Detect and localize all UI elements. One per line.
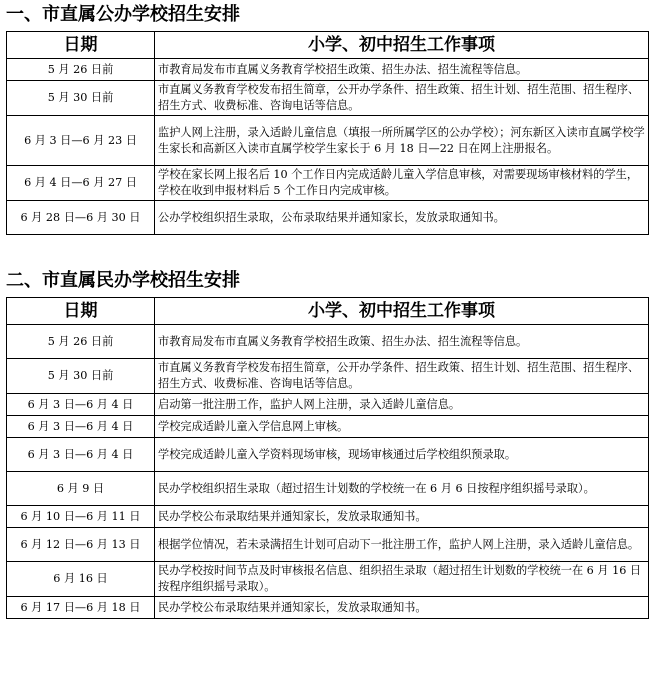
row-description: 市教育局发布市直属义务教育学校招生政策、招生办法、招生流程等信息。 — [155, 325, 649, 359]
row-description: 市教育局发布市直属义务教育学校招生政策、招生办法、招生流程等信息。 — [155, 59, 649, 81]
row-date: 5 月 26 日前 — [7, 59, 155, 81]
row-date: 6 月 3 日—6 月 4 日 — [7, 438, 155, 472]
table-row — [7, 472, 649, 506]
table-row — [7, 416, 649, 438]
section2-title: 二、市直属民办学校招生安排 — [6, 270, 240, 291]
table-row — [7, 506, 649, 528]
row-description: 民办学校组织招生录取（超过招生计划数的学校统一在 6 月 6 日按程序组织摇号录取）。 — [155, 472, 649, 506]
row-date: 5 月 26 日前 — [7, 325, 155, 359]
row-date: 5 月 30 日前 — [7, 81, 155, 116]
row-date: 6 月 9 日 — [7, 472, 155, 506]
row-description: 市直属义务教育学校发布招生简章，公开办学条件、招生政策、招生计划、招生范围、招生程序、招生方式、收费标准、咨询电话等信息。 — [155, 81, 649, 116]
row-description: 启动第一批注册工作，监护人网上注册，录入适龄儿童信息。 — [155, 394, 649, 416]
row-description: 市直属义务教育学校发布招生简章，公开办学条件、招生政策、招生计划、招生范围、招生程序、招生方式、收费标准、咨询电话等信息。 — [155, 359, 649, 394]
work-column-header: 小学、初中招生工作事项 — [155, 32, 649, 59]
row-description: 民办学校按时间节点及时审核报名信息、组织招生录取（超过招生计划数的学校统一在 6 月 16 日按程序组织摇号录取）。 — [155, 562, 649, 597]
row-description: 民办学校公布录取结果并通知家长，发放录取通知书。 — [155, 506, 649, 528]
row-description: 学校完成适龄儿童入学资料现场审核，现场审核通过后学校组织预录取。 — [155, 438, 649, 472]
table-row — [7, 528, 649, 562]
row-date: 5 月 30 日前 — [7, 359, 155, 394]
table-row — [7, 325, 649, 359]
table-row — [7, 394, 649, 416]
row-description: 民办学校公布录取结果并通知家长，发放录取通知书。 — [155, 597, 649, 619]
row-date: 6 月 3 日—6 月 4 日 — [7, 394, 155, 416]
table-row — [7, 438, 649, 472]
table-row — [7, 359, 649, 394]
row-description: 学校在家长网上报名后 10 个工作日内完成适龄儿童入学信息审核，对需要现场审核材料的学生，学校在收到申报材料后 5 个工作日内完成审核。 — [155, 166, 649, 201]
table-row — [7, 201, 649, 235]
table-row — [7, 59, 649, 81]
row-description: 监护人网上注册，录入适龄儿童信息（填报一所所属学区的公办学校）；河东新区入读市直属学校学生家长和高新区入读市直属学校学生家长于 6 月 18 日—22 日在网上注册报名。 — [155, 116, 649, 166]
row-description: 公办学校组织招生录取，公布录取结果并通知家长，发放录取通知书。 — [155, 201, 649, 235]
row-date: 6 月 3 日—6 月 4 日 — [7, 416, 155, 438]
date-column-header: 日期 — [7, 32, 155, 59]
row-date: 6 月 16 日 — [7, 562, 155, 597]
table-row — [7, 166, 649, 201]
row-date: 6 月 17 日—6 月 18 日 — [7, 597, 155, 619]
table-header-row — [7, 298, 649, 325]
public-school-schedule-table — [6, 31, 649, 235]
table-row — [7, 597, 649, 619]
table-row — [7, 81, 649, 116]
table-row — [7, 562, 649, 597]
work-column-header: 小学、初中招生工作事项 — [155, 298, 649, 325]
row-date: 6 月 28 日—6 月 30 日 — [7, 201, 155, 235]
private-school-schedule-table — [6, 297, 649, 619]
row-date: 6 月 3 日—6 月 23 日 — [7, 116, 155, 166]
row-description: 学校完成适龄儿童入学信息网上审核。 — [155, 416, 649, 438]
section1-title: 一、市直属公办学校招生安排 — [6, 4, 240, 25]
date-column-header: 日期 — [7, 298, 155, 325]
table-header-row — [7, 32, 649, 59]
row-description: 根据学位情况，若未录满招生计划可启动下一批注册工作，监护人网上注册，录入适龄儿童信息。 — [155, 528, 649, 562]
table-row — [7, 116, 649, 166]
row-date: 6 月 10 日—6 月 11 日 — [7, 506, 155, 528]
row-date: 6 月 12 日—6 月 13 日 — [7, 528, 155, 562]
row-date: 6 月 4 日—6 月 27 日 — [7, 166, 155, 201]
